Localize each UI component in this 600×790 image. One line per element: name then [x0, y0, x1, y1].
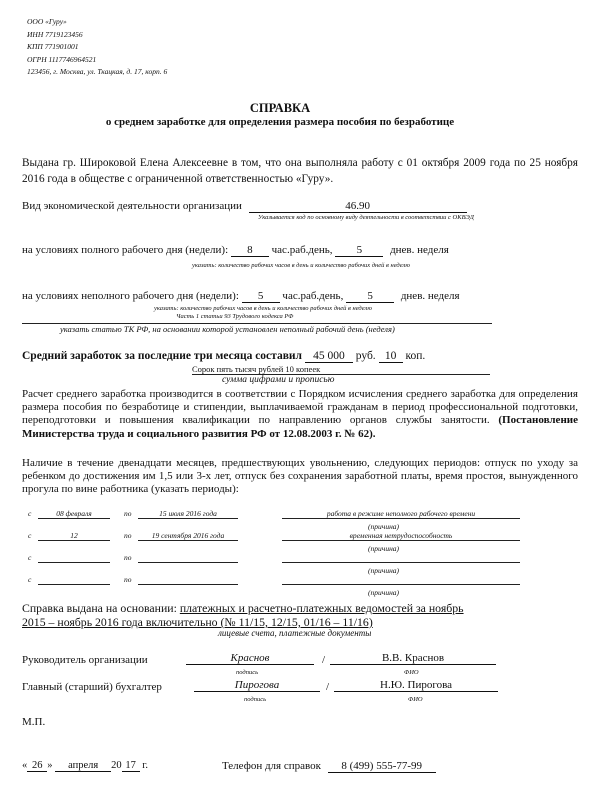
salary-rub: 45 000	[305, 351, 353, 363]
basis-text-2: 2015 – ноябрь 2016 года включительно (№ 11/15, 12/15, 01/16 – 11/16)	[22, 615, 373, 629]
fulltime-days-unit: днев. неделя	[390, 244, 449, 256]
parttime-article: Часть 1 статьи 93 Трудового кодекса РФ	[176, 313, 294, 320]
date-quote-close: »	[47, 760, 53, 771]
period-to-label: по	[124, 509, 132, 518]
fulltime-hours: 8	[231, 245, 269, 257]
parttime-hours-unit: час.раб.день,	[282, 290, 344, 302]
activity-label: Вид экономической деятельности организации	[22, 200, 242, 212]
calc-ref: (Постановление Министерства труда и социального развития РФ от 12.08.2003 г. № 62).	[22, 414, 579, 440]
issue-date	[22, 760, 148, 772]
date-month: апреля	[55, 760, 111, 772]
period-to: 19 сентября 2016 года	[138, 531, 238, 541]
activity-hint: Указывается код по основному виду деятельности в соответствии с ОКВЭД	[258, 214, 474, 221]
period-to	[138, 553, 238, 563]
accountant-separator: /	[326, 681, 330, 693]
basis-hint: лицевые счета, платежные документы	[218, 628, 372, 638]
doc-title: СПРАВКА	[249, 101, 311, 115]
accountant-label: Главный (старший) бухгалтер	[22, 681, 162, 693]
period-to: 15 июля 2016 года	[138, 509, 238, 519]
period-from-label: с	[28, 509, 32, 518]
doc-subtitle: о среднем заработке для определения размера пособия по безработице	[105, 116, 455, 128]
basis-text-1: платежных и расчетно-платежных ведомостей за ноябрь	[179, 601, 464, 615]
activity-value: 46.90	[249, 201, 467, 213]
period-reason-hint: (причина)	[368, 588, 400, 597]
stamp-place: М.П.	[22, 716, 46, 728]
date-quote-open: «	[22, 760, 28, 771]
date-day: 26	[27, 760, 47, 772]
fulltime-days: 5	[335, 245, 383, 257]
period-reason: временная нетрудоспособность	[282, 531, 520, 541]
salary-words: Сорок пять тысяч рублей 10 копеек	[192, 364, 321, 374]
activity-row	[22, 200, 467, 213]
period-from	[38, 575, 110, 585]
head-signature: Краснов	[186, 652, 314, 665]
fulltime-row	[22, 244, 449, 257]
salary-kop: 10	[379, 351, 403, 363]
period-from-label: с	[28, 575, 32, 584]
org-address: 123456, г. Москва, ул. Ткацкая, д. 17, корп. 6	[27, 67, 168, 76]
org-name: ООО «Гуру»	[27, 17, 67, 26]
phone-label: Телефон для справок	[222, 760, 321, 772]
period-reason-hint: (причина)	[368, 522, 400, 531]
fulltime-hours-unit: час.раб.день,	[271, 244, 333, 256]
accountant-name-hint: ФИО	[408, 696, 423, 703]
head-sign-hint: подпись	[236, 669, 259, 676]
org-inn: ИНН 7719123456	[27, 29, 83, 39]
accountant-name: Н.Ю. Пирогова	[334, 679, 498, 692]
parttime-row	[22, 290, 460, 303]
period-from: 08 февраля	[38, 509, 110, 519]
calc-paragraph	[22, 388, 578, 441]
intro-text: Выдана гр. Широковой Елена Алексеевне в том, что она выполняла работу с 01 октября 2009 года по 25 ноября 2016 года в обществе с ограниченной ответственностью «Гуру».	[22, 157, 578, 185]
period-reason	[282, 575, 520, 585]
head-label: Руководитель организации	[22, 654, 148, 666]
parttime-days: 5	[346, 291, 394, 303]
org-ogrn: ОГРН 1117746964521	[27, 54, 97, 64]
salary-rub-unit: руб.	[355, 350, 376, 362]
period-reason: работа в режиме неполного рабочего времени	[282, 509, 520, 519]
accountant-sign-hint: подпись	[244, 696, 267, 703]
period-reason-hint: (причина)	[368, 566, 400, 575]
fulltime-hint: указать: количество рабочих часов в день и количество рабочих дней в неделю	[192, 262, 410, 269]
parttime-article-hint: указать статью ТК РФ, на основании которой установлен неполный рабочий день (неделя)	[60, 324, 395, 334]
calc-text: Расчет среднего заработка производится в соответствии с Порядком исчисления среднего заработка для определения размера пособия по безработице и стипендии, выплачиваемой гражданам в период профессиональной подготовки, переподготовки и повышения квалификации по направлению органов службы занятости.	[22, 388, 578, 427]
salary-row	[22, 350, 425, 363]
head-name-hint: ФИО	[404, 669, 419, 676]
fulltime-label: на условиях полного рабочего дня (недели):	[22, 244, 229, 256]
period-reason	[282, 553, 520, 563]
org-block	[27, 16, 167, 79]
phone-value: 8 (499) 555-77-99	[328, 761, 436, 773]
basis-line1	[22, 601, 464, 616]
parttime-hours: 5	[242, 291, 280, 303]
salary-label: Средний заработок за последние три месяца составил	[22, 350, 302, 362]
org-kpp: КПП 771901001	[27, 42, 79, 51]
head-name: В.В. Краснов	[330, 652, 496, 665]
parttime-label: на условиях неполного рабочего дня (недели):	[22, 290, 239, 302]
salary-kop-unit: коп.	[405, 350, 426, 362]
head-separator: /	[322, 654, 326, 666]
period-reason-hint: (причина)	[368, 544, 400, 553]
period-to-label: по	[124, 575, 132, 584]
phone-row	[222, 760, 436, 773]
salary-words-hint: сумма цифрами и прописью	[222, 375, 335, 385]
date-year-prefix: 20	[111, 760, 122, 771]
period-from-label: с	[28, 531, 32, 540]
period-from	[38, 553, 110, 563]
period-to	[138, 575, 238, 585]
period-from: 12	[38, 531, 110, 541]
period-from-label: с	[28, 553, 32, 562]
basis-label: Справка выдана на основании:	[22, 601, 177, 615]
date-year: 17	[122, 760, 140, 772]
period-to-label: по	[124, 553, 132, 562]
date-year-suffix: г.	[142, 760, 148, 771]
parttime-days-unit: днев. неделя	[400, 290, 460, 302]
accountant-signature: Пирогова	[194, 679, 320, 692]
parttime-hint: указать: количество рабочих часов в день и количество рабочих дней в неделю	[154, 305, 372, 312]
periods-text: Наличие в течение двенадцати месяцев, предшествующих увольнению, следующих периодов: отпуск по уходу за ребенком до достижения им 1,5 или 3-х лет, отпуск без сохранения заработной платы, время простоя, вынужденного прогула по вине работника (указать периоды):	[22, 457, 578, 496]
period-to-label: по	[124, 531, 132, 540]
